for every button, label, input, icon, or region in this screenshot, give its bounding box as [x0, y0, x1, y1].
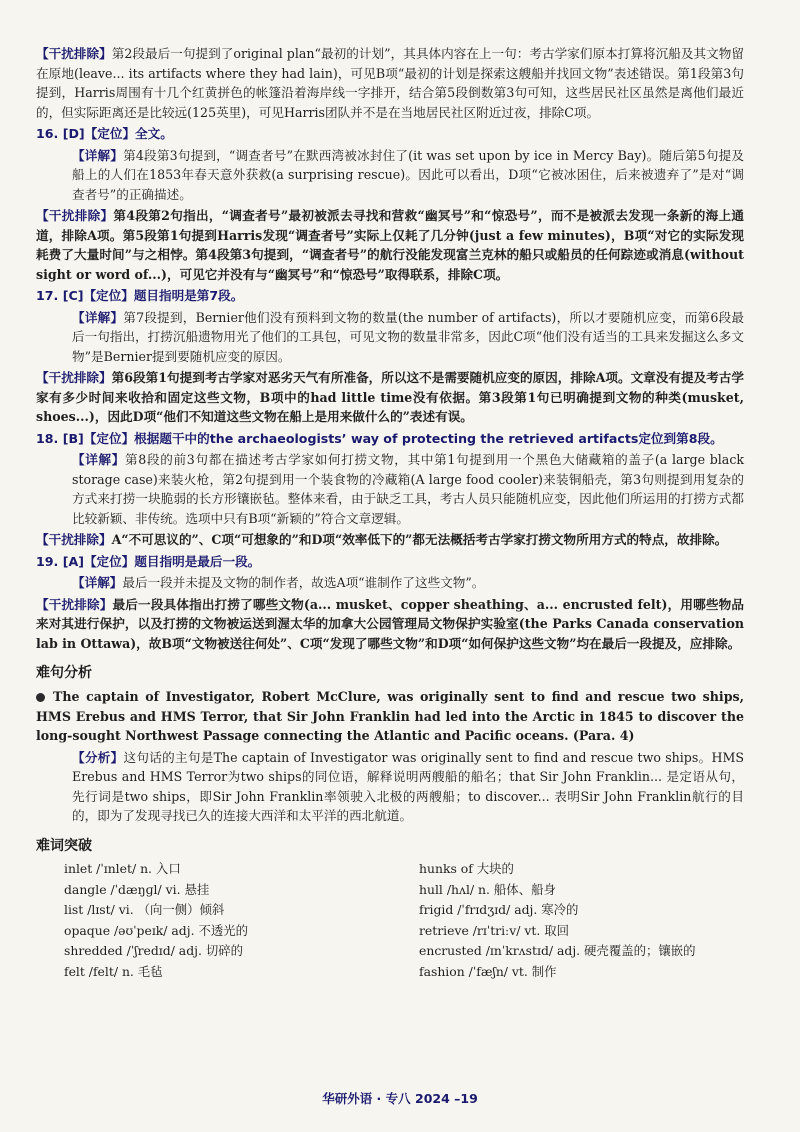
detail-text: 第7段提到，Bernier他们没有预料到文物的数量(the number of artifacts)，所以才要随机应变，而第6段最后一句指出，打捞沉船遗物用光了他们的工具包，可见文物的数量非常多，因此C项“他们没有适当的工具来发掘这么多文物”是Bernier提到要随机应变的原因。	[72, 309, 744, 364]
vocab-item: frigid /ˈfrɪdʒɪd/ adj. 寒冷的	[419, 902, 579, 918]
interference-text: A“不可思议的”、C项“可想象的”和D项“效率低下的”都无法概括考古学家打捞文物所用方式的特点，故排除。	[111, 532, 728, 548]
vocab-item: fashion /ˈfæʃn/ vt. 制作	[419, 963, 557, 979]
interference-label: 【干扰排除】	[36, 46, 112, 61]
analysis-text: 这句话的主句是The captain of Investigator was originally sent to find and rescue two ships。HMS Erebus and HMS Terror为two ships的同位语，解释说明两艘船的船名；that Sir John Franklin... 是定语从句，先行词是two ships，即Sir John Franklin率领驶入北极的两艘船；to discover... 表明Sir John Franklin航行的目的，即为了发现寻找已久的连接大西洋和太平洋的西北航道。	[72, 749, 744, 824]
vocab-item: shredded /ˈʃredɪd/ adj. 切碎的	[64, 943, 244, 959]
q19-detail-paragraph	[36, 573, 744, 593]
q16-heading: 16. [D]【定位】全文。	[36, 126, 173, 142]
q17-interference-paragraph	[36, 368, 744, 427]
vocab-item: felt /felt/ n. 毛毡	[64, 963, 163, 979]
detail-label: 【详解】	[72, 575, 123, 591]
interference-text: 最后一段具体指出打捞了哪些文物(a... musket、copper sheathing、a... encrusted felt)，用哪些物品来对其进行保护，以及打捞的文物被运送到渥太华的加拿大公园管理局文物保护实验室(the Parks Canada conservation lab in Ottawa)，故B项“文物被送往何处”、C项“发现了哪些文物”和D项“如何保护这些文物”均在最后一段提及，应排除。	[36, 596, 745, 651]
vocabulary-list	[36, 859, 744, 982]
q15-interference-paragraph	[36, 44, 744, 122]
vocab-item: dangle /ˈdæŋɡl/ vi. 悬挂	[64, 881, 210, 897]
bullet-icon	[36, 693, 45, 702]
vocab-item: list /lɪst/ vi. （向一侧）倾斜	[64, 902, 225, 918]
q17-detail-paragraph	[36, 308, 744, 367]
difficult-sentence	[36, 687, 744, 746]
detail-text: 第8段的前3句都在描述考古学家如何打捞文物，其中第1句提到用一个黑色大储藏箱的盖子(a large black storage case)来装火枪，第2句提到用一个装食物的冷藏箱(A large food cooler)来装铜船壳，第3句则提到用复杂的方式来打捞一块脆弱的长方形镶嵌毡。整体来看，由于缺乏工具，考古人员只能随机应变，因此他们所运用的打捞方式都比较新颖、非传统。选项中只有B项“新颖的”符合文章逻辑。	[72, 452, 745, 526]
q18-detail-paragraph	[36, 450, 744, 528]
q18-heading: 18. [B]【定位】根据题干中的the archaeologists’ way of protecting the retrieved artifacts定位到第8段。	[36, 430, 723, 446]
sentence-text: The captain of Investigator, Robert McClure, was originally sent to find and rescue two ships, HMS Erebus and HMS Terror, that Sir John Franklin had led into the Arctic in 1845 to discover the long-sought Northwest Passage connecting the Atlantic and Pacific oceans. (Para. 4)	[36, 689, 744, 744]
interference-text: 第2段最后一句提到了original plan“最初的计划”，其具体内容在上一句：考古学家们原本打算将沉船及其文物留在原地(leave... its artifacts where they had lain)，可见B项“最初的计划是探索这艘船并找回文物”表述错误。第1段第3句提到，Harris周围有十几个红黄拼色的帐篷沿着海岸线一字排开，结合第5段倒数第3句可知，这些居民社区虽然是离他们最近的，但实际距离还是比较远(125英里)，可见Harris团队并不是在当地居民社区附近过夜，排除C项。	[36, 46, 745, 120]
vocab-item: retrieve /rɪˈtriːv/ vt. 取回	[419, 922, 569, 938]
interference-label: 【干扰排除】	[36, 532, 112, 548]
detail-label: 【详解】	[72, 309, 124, 325]
analysis-label: 【分析】	[72, 749, 124, 765]
detail-label: 【详解】	[72, 147, 124, 163]
sentence-analysis-paragraph	[36, 748, 744, 826]
q17-heading: 17. [C]【定位】题目指明是第7段。	[36, 288, 244, 304]
vocab-item: hunks of 大块的	[419, 861, 514, 877]
difficult-sentence-title: 难句分析	[36, 665, 92, 682]
interference-label: 【干扰排除】	[36, 596, 113, 612]
vocabulary-title: 难词突破	[36, 837, 92, 854]
vocab-item: encrusted /ɪnˈkrʌstɪd/ adj. 硬壳覆盖的；镶嵌的	[419, 943, 696, 959]
vocab-item: opaque /əʊˈpeɪk/ adj. 不透光的	[64, 922, 249, 938]
q18-interference-paragraph	[36, 530, 744, 550]
detail-text: 最后一段并未提及文物的制作者，故选A项“谁制作了这些文物”。	[122, 575, 485, 591]
interference-label: 【干扰排除】	[36, 370, 112, 386]
interference-text: 第4段第2句指出，“调查者号”最初被派去寻找和营救“幽冥号”和“惊恐号”，而不是被派去发现一条新的海上通道，排除A项。第5段第1句提到Harris发现“调查者号”实际上仅耗了几分钟(just a few minutes)，B项“对它的实际发现耗费了大量时间”与之相悖。第4段第3句提到，“调查者号”的航行没能发现富兰克林的船只或船员的任何踪迹或消息(without sight or word of...)，可见它并没有与“幽冥号”和“惊恐号”取得联系，排除C项。	[36, 208, 744, 282]
page-footer: 华研外语 · 专八 2024 –19	[322, 1090, 478, 1106]
detail-label: 【详解】	[72, 452, 126, 468]
q19-heading: 19. [A]【定位】题目指明是最后一段。	[36, 553, 261, 569]
vocab-item: hull /hʌl/ n. 船体、船身	[419, 881, 556, 897]
interference-text: 第6段第1句提到考古学家对恶劣天气有所准备，所以这不是需要随机应变的原因，排除A项。文章没有提及考古学家有多少时间来收拾和固定这些文物，B项中的had little time没有依据。第3段第1句已明确提到文物的种类(musket, shoes...)，因此D项“他们不知道这些文物在船上是用来做什么的”表述有误。	[36, 370, 745, 425]
interference-label: 【干扰排除】	[36, 208, 114, 224]
detail-text: 第4段第3句提到，“调查者号”在默西湾被冰封住了(it was set upon by ice in Mercy Bay)。随后第5句提及船上的人们在1853年春天意外获救(a surprising rescue)。因此可以看出，D项“它被冰困住，后来被遗弃了”是对“调查者号”的正确描述。	[72, 147, 744, 202]
q19-interference-paragraph	[36, 595, 744, 654]
q16-detail-paragraph	[36, 146, 744, 205]
q16-interference-paragraph	[36, 206, 744, 284]
vocab-item: inlet /ˈɪnlet/ n. 入口	[64, 861, 181, 877]
